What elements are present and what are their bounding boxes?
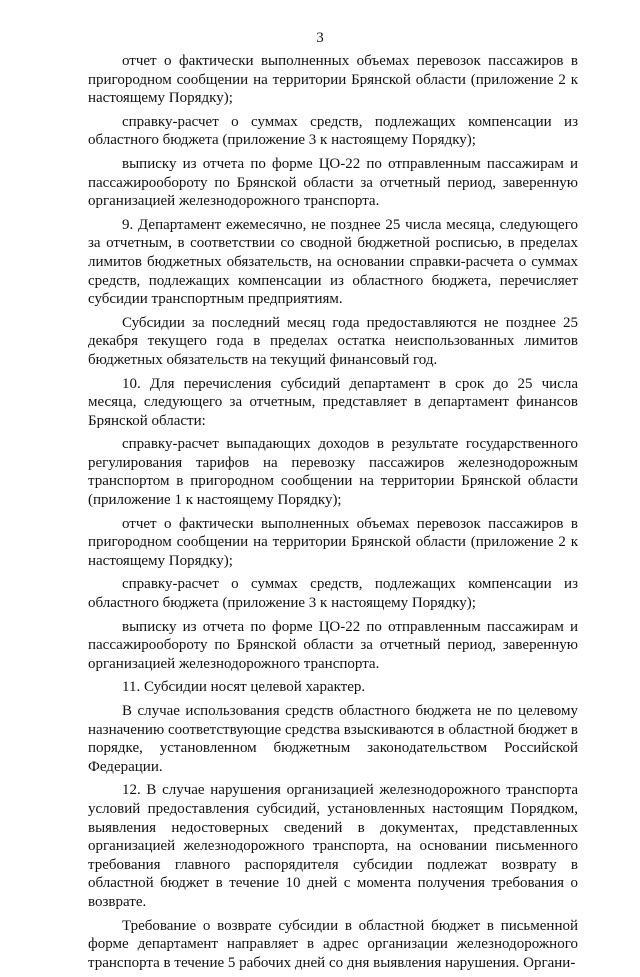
paragraph: Требование о возврате субсидии в областной бюджет в письменной форме департамент направляет в адрес организации железнодорожного транспорта в течение 5 рабочих дней со дня выявления нарушения. Органи-: [88, 917, 578, 971]
paragraph: 12. В случае нарушения организацией железнодорожного транспорта условий предоставления субсидий, установленных настоящим Порядком, выявления недостоверных сведений в документах, представленных организацией железнодорожного транспорта, на основании письменного требования главного распорядителя субсидии подлежат возврату в областной бюджет в течение 10 дней с момента получения требования о возврате.: [88, 782, 578, 910]
paragraph: 9. Департамент ежемесячно, не позднее 25 числа месяца, следующего за отчетным, в соответствии со сводной бюджетной росписью, в пределах лимитов бюджетных обязательств, на основании справки-расчета о суммах средств, подлежащих компенсации из областного бюджета, перечисляет субсидии транспортным предприятиям.: [88, 216, 578, 308]
document-body: [88, 52, 578, 977]
paragraph: 11. Субсидии носят целевой характер.: [122, 679, 366, 696]
page-number: 3: [316, 30, 324, 46]
paragraph: 10. Для перечисления субсидий департамент в срок до 25 числа месяца, следующего за отчетным, представляет в департамент финансов Брянской области:: [88, 375, 578, 429]
paragraph: отчет о фактически выполненных объемах перевозок пассажиров в пригородном сообщении на территории Брянской области (приложение 2 к настоящему Порядку);: [88, 53, 578, 107]
paragraph: справку-расчет о суммах средств, подлежащих компенсации из областного бюджета (приложение 3 к настоящему Порядку);: [88, 113, 578, 149]
paragraph: Субсидии за последний месяц года предоставляются не позднее 25 декабря текущего года в пределах остатка неиспользованных лимитов бюджетных обязательств на текущий финансовый год.: [88, 314, 578, 368]
paragraph: отчет о фактически выполненных объемах перевозок пассажиров в пригородном сообщении на территории Брянской области (приложение 2 к настоящему Порядку);: [88, 515, 578, 569]
paragraph: справку-расчет выпадающих доходов в результате государственного регулирования тарифов на перевозку пассажиров железнодорожным транспортом в пригородном сообщении на территории Брянской области (приложение 1 к настоящему Порядку);: [88, 436, 578, 509]
paragraph: выписку из отчета по форме ЦО-22 по отправленным пассажирам и пассажирообороту по Брянской области за отчетный период, заверенную организацией железнодорожного транспорта.: [88, 155, 578, 210]
paragraph: выписку из отчета по форме ЦО-22 по отправленным пассажирам и пассажирообороту по Брянской области за отчетный период, заверенную организацией железнодорожного транспорта.: [88, 618, 578, 672]
paragraph: В случае использования средств областного бюджета не по целевому назначению соответствующие средства взыскиваются в областной бюджет в порядке, установленном бюджетным законодательством Российской Федерации.: [88, 703, 578, 775]
paragraph: справку-расчет о суммах средств, подлежащих компенсации из областного бюджета (приложение 3 к настоящему Порядку);: [88, 576, 578, 612]
